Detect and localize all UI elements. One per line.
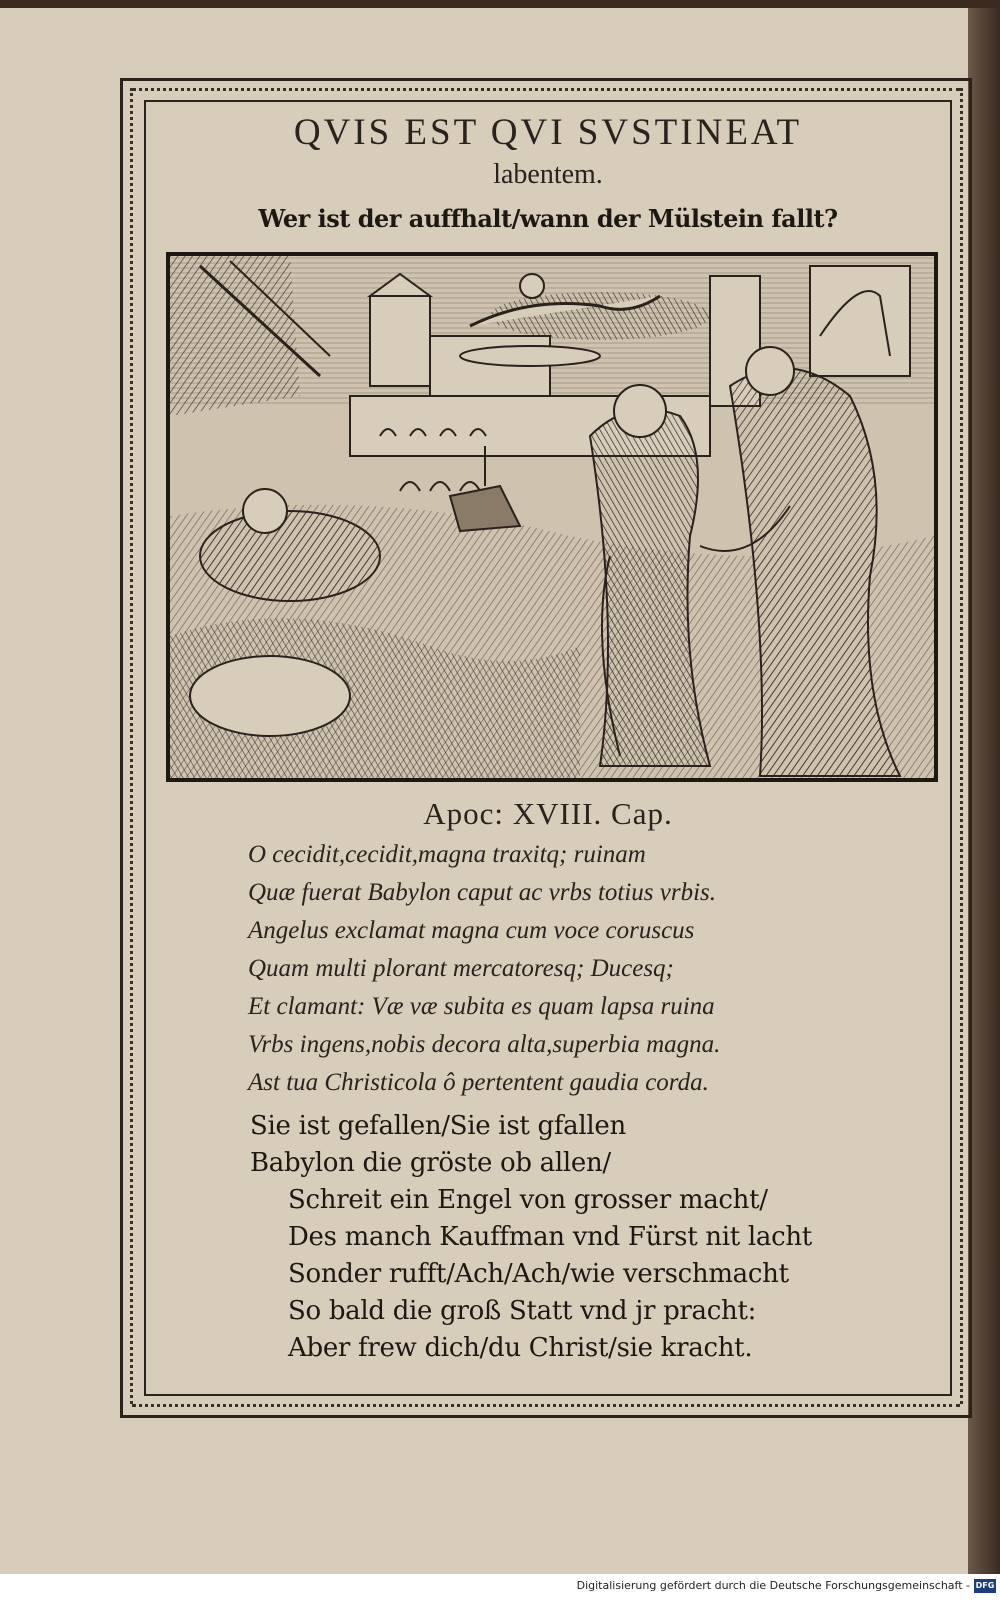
german-verse-line: Sonder rufft/Ach/Ach/wie verschmacht xyxy=(288,1259,789,1289)
woodcut-illustration xyxy=(166,252,938,782)
latin-verse-line: O cecidit,cecidit,magna traxitq; ruinam xyxy=(248,841,646,868)
german-verse xyxy=(250,1108,910,1367)
chain-border-right xyxy=(960,88,963,1404)
german-verse-line: Sie ist gefallen/Sie ist gfallen xyxy=(250,1111,626,1141)
german-verse-line: Schreit ein Engel von grosser macht/ xyxy=(288,1185,768,1215)
german-verse-line: So bald die groß Statt vnd jr pracht: xyxy=(288,1296,757,1326)
latin-verse-line: Angelus exclamat magna cum voce coruscus xyxy=(248,917,695,944)
german-title: Wer ist der auffhalt/wann der Mülstein fallt? xyxy=(258,204,838,233)
latin-verse xyxy=(248,836,868,1102)
latin-title: QVIS EST QVI SVSTINEAT xyxy=(293,112,803,153)
german-verse-line: Babylon die gröste ob allen/ xyxy=(250,1148,611,1178)
woodcut-drawing xyxy=(170,256,934,778)
latin-verse-line: Vrbs ingens,nobis decora alta,superbia magna. xyxy=(248,1031,721,1058)
page-edge xyxy=(968,8,1000,1574)
german-verse-line: Aber frew dich/du Christ/sie kracht. xyxy=(288,1333,753,1363)
latin-verse-line: Et clamant: Væ væ subita es quam lapsa ruina xyxy=(248,993,715,1020)
funding-credit: Digitalisierung gefördert durch die Deutsche Forschungsgemeinschaft - xyxy=(576,1579,970,1592)
latin-verse-line: Quam multi plorant mercatoresq; Ducesq; xyxy=(248,955,674,982)
latin-verse-line: Quæ fuerat Babylon caput ac vrbs totius vrbis. xyxy=(248,879,717,906)
dfg-logo: DFG xyxy=(974,1579,996,1593)
chain-border-bottom xyxy=(132,1404,960,1407)
chapter-heading: Apoc: XVIII. Cap. xyxy=(423,796,673,831)
german-verse-line: Des manch Kauffman vnd Fürst nit lacht xyxy=(288,1222,812,1252)
digitization-footer xyxy=(0,1574,1000,1600)
chain-border-top xyxy=(132,88,960,91)
latin-title-continuation: labentem. xyxy=(493,159,603,190)
chain-border-left xyxy=(130,88,133,1404)
latin-verse-line: Ast tua Christicola ô pertentent gaudia corda. xyxy=(248,1069,709,1096)
